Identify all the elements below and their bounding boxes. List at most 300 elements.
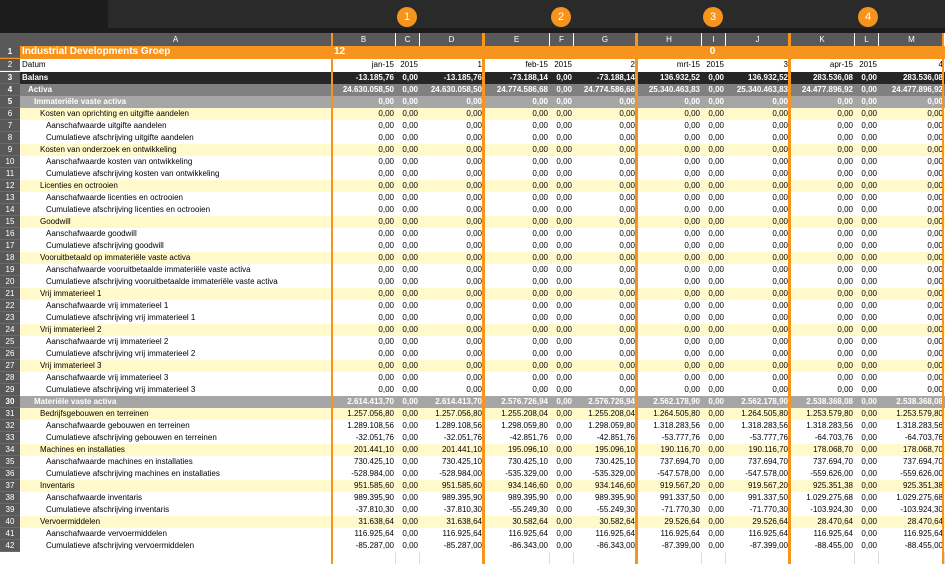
value-cell[interactable]: -42.851,76 [509, 433, 548, 442]
value-cell[interactable]: 0,00 [861, 421, 877, 430]
value-cell[interactable]: 0,00 [708, 361, 724, 370]
value-cell[interactable]: 0,00 [556, 433, 572, 442]
value-cell[interactable]: 0,00 [861, 253, 877, 262]
value-cell[interactable]: 0,00 [772, 373, 788, 382]
row-label-cell[interactable]: Kosten van onderzoek en ontwikkeling [40, 145, 177, 154]
value-cell[interactable]: 0,00 [402, 409, 418, 418]
value-cell[interactable]: 0,00 [772, 277, 788, 286]
row-label-cell[interactable]: Aanschafwaarde vrij immaterieel 1 [46, 301, 169, 310]
row-number[interactable]: 22 [0, 300, 20, 312]
row-label-cell[interactable]: Inventaris [40, 481, 75, 490]
value-cell[interactable]: -88.455,00 [814, 541, 853, 550]
value-cell[interactable]: 0,00 [772, 145, 788, 154]
value-cell[interactable]: 28.470,64 [907, 517, 943, 526]
value-cell[interactable]: 0,00 [556, 373, 572, 382]
value-cell[interactable]: 0,00 [708, 325, 724, 334]
row-label-cell[interactable]: Cumulatieve afschrijving kosten van ontwikkeling [46, 169, 220, 178]
value-cell[interactable]: 0,00 [619, 313, 635, 322]
value-cell[interactable]: -13.185,76 [355, 73, 394, 82]
value-cell[interactable]: 0,00 [402, 73, 418, 82]
value-cell[interactable]: 0,00 [837, 373, 853, 382]
value-cell[interactable]: 919.567,20 [747, 481, 788, 490]
value-cell[interactable]: 0,00 [772, 325, 788, 334]
value-cell[interactable]: 0,00 [402, 325, 418, 334]
row-number[interactable]: 5 [0, 96, 20, 108]
value-cell[interactable]: 0,00 [927, 253, 943, 262]
value-cell[interactable]: 0,00 [619, 193, 635, 202]
value-cell[interactable]: 1.253.579,80 [896, 409, 943, 418]
value-cell[interactable]: 0,00 [532, 229, 548, 238]
value-cell[interactable]: 0,00 [378, 253, 394, 262]
value-cell[interactable]: 116.925,64 [903, 529, 943, 538]
row-label-cell[interactable]: Datum [22, 60, 46, 69]
value-cell[interactable]: 0,00 [556, 265, 572, 274]
value-cell[interactable]: 0,00 [402, 433, 418, 442]
column-header-K[interactable]: K [790, 33, 854, 46]
value-cell[interactable]: 2.562.178,90 [653, 397, 700, 406]
value-cell[interactable]: 0,00 [556, 73, 572, 82]
row-label-cell[interactable]: Vooruitbetaald op immateriële vaste activa [40, 253, 191, 262]
value-cell[interactable]: 0,00 [772, 193, 788, 202]
value-cell[interactable]: 30.582,64 [599, 517, 635, 526]
value-cell[interactable]: 0,00 [378, 373, 394, 382]
value-cell[interactable]: 0,00 [861, 289, 877, 298]
value-cell[interactable]: 0,00 [861, 481, 877, 490]
value-cell[interactable]: 0,00 [378, 289, 394, 298]
date-header-cell[interactable]: 2015 [554, 60, 572, 69]
row-number[interactable]: 14 [0, 204, 20, 216]
date-header-cell[interactable]: apr-15 [829, 60, 853, 69]
value-cell[interactable]: 0,00 [861, 85, 877, 94]
row-label-cell[interactable]: Aanschafwaarde inventaris [46, 493, 143, 502]
value-cell[interactable]: 0,00 [402, 229, 418, 238]
column-header-A[interactable]: A [20, 33, 331, 46]
value-cell[interactable]: 0,00 [927, 217, 943, 226]
value-cell[interactable]: 0,00 [837, 193, 853, 202]
value-cell[interactable]: 0,00 [927, 169, 943, 178]
value-cell[interactable]: -32.051,76 [355, 433, 394, 442]
value-cell[interactable]: 0,00 [556, 157, 572, 166]
value-cell[interactable]: 0,00 [861, 349, 877, 358]
value-cell[interactable]: 0,00 [861, 277, 877, 286]
value-cell[interactable]: 0,00 [837, 289, 853, 298]
value-cell[interactable]: 0,00 [532, 325, 548, 334]
value-cell[interactable]: 0,00 [556, 529, 572, 538]
row-number[interactable]: 21 [0, 288, 20, 300]
value-cell[interactable]: 30.582,64 [512, 517, 548, 526]
value-cell[interactable]: 0,00 [378, 181, 394, 190]
column-header-J[interactable]: J [726, 33, 789, 46]
value-cell[interactable]: 0,00 [861, 301, 877, 310]
value-cell[interactable]: 1.255.208,04 [501, 409, 548, 418]
column-header-F[interactable]: F [550, 33, 573, 46]
row-label-cell[interactable]: Aanschafwaarde vrij immaterieel 2 [46, 337, 169, 346]
value-cell[interactable]: 0,00 [466, 229, 482, 238]
value-cell[interactable]: -88.455,00 [904, 541, 943, 550]
value-cell[interactable]: 0,00 [532, 169, 548, 178]
value-cell[interactable]: 0,00 [927, 181, 943, 190]
value-cell[interactable]: 0,00 [532, 253, 548, 262]
value-cell[interactable]: 0,00 [684, 205, 700, 214]
row-number[interactable]: 4 [0, 84, 20, 96]
value-cell[interactable]: 0,00 [402, 277, 418, 286]
value-cell[interactable]: -37.810,30 [443, 505, 482, 514]
value-cell[interactable]: -535.329,00 [592, 469, 635, 478]
value-cell[interactable]: 0,00 [837, 121, 853, 130]
value-cell[interactable]: 0,00 [378, 229, 394, 238]
value-cell[interactable]: 0,00 [619, 325, 635, 334]
value-cell[interactable]: 0,00 [466, 373, 482, 382]
value-cell[interactable]: 0,00 [402, 541, 418, 550]
value-cell[interactable]: 1.264.505,80 [653, 409, 700, 418]
value-cell[interactable]: 0,00 [837, 337, 853, 346]
value-cell[interactable]: 2.538.368,08 [806, 397, 853, 406]
value-cell[interactable]: 0,00 [861, 325, 877, 334]
value-cell[interactable]: 0,00 [708, 457, 724, 466]
value-cell[interactable]: 0,00 [684, 241, 700, 250]
row-number[interactable]: 39 [0, 504, 20, 516]
value-cell[interactable]: 1.255.208,04 [588, 409, 635, 418]
date-header-cell[interactable]: 2015 [706, 60, 724, 69]
value-cell[interactable]: 0,00 [708, 109, 724, 118]
value-cell[interactable]: 0,00 [684, 133, 700, 142]
value-cell[interactable]: 0,00 [708, 469, 724, 478]
value-cell[interactable]: 0,00 [532, 217, 548, 226]
row-number[interactable]: 27 [0, 360, 20, 372]
value-cell[interactable]: 0,00 [466, 241, 482, 250]
column-header-E[interactable]: E [484, 33, 549, 46]
value-cell[interactable]: 29.526,64 [752, 517, 788, 526]
value-cell[interactable]: 0,00 [927, 241, 943, 250]
value-cell[interactable]: 0,00 [619, 133, 635, 142]
value-cell[interactable]: 0,00 [556, 385, 572, 394]
value-cell[interactable]: 0,00 [378, 133, 394, 142]
value-cell[interactable]: 0,00 [556, 193, 572, 202]
value-cell[interactable]: 0,00 [837, 277, 853, 286]
row-number[interactable]: 10 [0, 156, 20, 168]
value-cell[interactable]: 0,00 [927, 349, 943, 358]
value-cell[interactable]: 0,00 [861, 409, 877, 418]
value-cell[interactable]: 0,00 [837, 301, 853, 310]
value-cell[interactable]: 0,00 [684, 361, 700, 370]
value-cell[interactable]: 116.925,64 [442, 529, 482, 538]
value-cell[interactable]: 0,00 [466, 205, 482, 214]
date-header-cell[interactable]: mrt-15 [676, 60, 700, 69]
value-cell[interactable]: 2.614.413,70 [347, 397, 394, 406]
value-cell[interactable]: 0,00 [684, 301, 700, 310]
value-cell[interactable]: 0,00 [684, 169, 700, 178]
row-number[interactable]: 3 [0, 72, 20, 84]
value-cell[interactable]: 116.925,64 [813, 529, 853, 538]
value-cell[interactable]: 0,00 [619, 169, 635, 178]
row-label-cell[interactable]: Vervoermiddelen [40, 517, 101, 526]
row-number[interactable]: 13 [0, 192, 20, 204]
value-cell[interactable]: 0,00 [837, 313, 853, 322]
value-cell[interactable]: 0,00 [402, 373, 418, 382]
value-cell[interactable]: 0,00 [927, 277, 943, 286]
value-cell[interactable]: 0,00 [772, 217, 788, 226]
value-cell[interactable]: 201.441,10 [441, 445, 482, 454]
value-cell[interactable]: 0,00 [402, 313, 418, 322]
value-cell[interactable]: 0,00 [772, 253, 788, 262]
value-cell[interactable]: 989.395,90 [441, 493, 482, 502]
row-number[interactable]: 1 [0, 46, 20, 58]
value-cell[interactable]: -559.626,00 [810, 469, 853, 478]
row-label-cell[interactable]: Cumulatieve afschrijving goodwill [46, 241, 164, 250]
value-cell[interactable]: 0,00 [861, 181, 877, 190]
value-cell[interactable]: 0,00 [619, 181, 635, 190]
value-cell[interactable]: -547.578,00 [657, 469, 700, 478]
value-cell[interactable]: 1.318.283,56 [741, 421, 788, 430]
value-cell[interactable]: 0,00 [378, 337, 394, 346]
value-cell[interactable]: 0,00 [556, 121, 572, 130]
value-cell[interactable]: 0,00 [532, 109, 548, 118]
value-cell[interactable]: 0,00 [684, 385, 700, 394]
row-label-cell[interactable]: Cumulatieve afschrijving machines en installaties [46, 469, 220, 478]
value-cell[interactable]: -53.777,76 [661, 433, 700, 442]
value-cell[interactable]: 0,00 [532, 205, 548, 214]
row-number[interactable]: 36 [0, 468, 20, 480]
value-cell[interactable]: 283.536,08 [812, 73, 853, 82]
value-cell[interactable]: 0,00 [532, 157, 548, 166]
value-cell[interactable]: 195.096,10 [594, 445, 635, 454]
value-cell[interactable]: 0,00 [556, 205, 572, 214]
value-cell[interactable]: -55.249,30 [596, 505, 635, 514]
value-cell[interactable]: 0,00 [861, 121, 877, 130]
value-cell[interactable]: 0,00 [708, 397, 724, 406]
value-cell[interactable]: 0,00 [402, 97, 418, 106]
value-cell[interactable]: 0,00 [619, 349, 635, 358]
row-label-cell[interactable]: Aanschafwaarde kosten van ontwikkeling [46, 157, 193, 166]
value-cell[interactable]: 0,00 [466, 313, 482, 322]
value-cell[interactable]: 0,00 [466, 289, 482, 298]
title-value-b[interactable]: 12 [334, 46, 346, 57]
row-number[interactable]: 41 [0, 528, 20, 540]
value-cell[interactable]: 989.395,90 [594, 493, 635, 502]
value-cell[interactable]: 0,00 [402, 397, 418, 406]
value-cell[interactable]: 0,00 [708, 265, 724, 274]
value-cell[interactable]: 0,00 [402, 505, 418, 514]
value-cell[interactable]: 0,00 [684, 325, 700, 334]
row-number[interactable]: 30 [0, 396, 20, 408]
title-value-h[interactable]: 0 [709, 46, 716, 57]
value-cell[interactable]: 0,00 [684, 373, 700, 382]
value-cell[interactable]: 0,00 [532, 145, 548, 154]
value-cell[interactable]: 178.068,70 [902, 445, 943, 454]
value-cell[interactable]: 0,00 [619, 241, 635, 250]
value-cell[interactable]: 0,00 [378, 361, 394, 370]
value-cell[interactable]: 0,00 [556, 145, 572, 154]
value-cell[interactable]: -535.329,00 [505, 469, 548, 478]
row-label-cell[interactable]: Aanschafwaarde machines en installaties [46, 457, 193, 466]
value-cell[interactable]: 991.337,50 [747, 493, 788, 502]
value-cell[interactable]: 0,00 [532, 277, 548, 286]
value-cell[interactable]: 0,00 [861, 529, 877, 538]
value-cell[interactable]: 0,00 [837, 241, 853, 250]
value-cell[interactable]: 0,00 [837, 229, 853, 238]
value-cell[interactable]: 0,00 [684, 253, 700, 262]
value-cell[interactable]: 0,00 [772, 229, 788, 238]
value-cell[interactable]: 0,00 [466, 217, 482, 226]
value-cell[interactable]: 190.116,70 [748, 445, 788, 454]
value-cell[interactable]: 951.585,60 [353, 481, 394, 490]
value-cell[interactable]: -103.924,30 [900, 505, 943, 514]
value-cell[interactable]: 136.932,52 [659, 73, 700, 82]
row-number[interactable]: 33 [0, 432, 20, 444]
value-cell[interactable]: 0,00 [378, 145, 394, 154]
value-cell[interactable]: 0,00 [619, 109, 635, 118]
value-cell[interactable]: -71.770,30 [749, 505, 788, 514]
value-cell[interactable]: 0,00 [927, 229, 943, 238]
value-cell[interactable]: -71.770,30 [661, 505, 700, 514]
value-cell[interactable]: 24.477.896,92 [891, 85, 943, 94]
value-cell[interactable]: 0,00 [927, 145, 943, 154]
value-cell[interactable]: 0,00 [378, 301, 394, 310]
value-cell[interactable]: 283.536,08 [902, 73, 943, 82]
value-cell[interactable]: 0,00 [619, 301, 635, 310]
value-cell[interactable]: 991.337,50 [659, 493, 700, 502]
date-header-cell[interactable]: 2 [630, 60, 635, 69]
value-cell[interactable]: 0,00 [378, 349, 394, 358]
value-cell[interactable]: -73.188,14 [596, 73, 635, 82]
value-cell[interactable]: 0,00 [532, 133, 548, 142]
row-number[interactable]: 23 [0, 312, 20, 324]
value-cell[interactable]: 0,00 [402, 133, 418, 142]
value-cell[interactable]: 0,00 [402, 253, 418, 262]
value-cell[interactable]: 0,00 [861, 445, 877, 454]
row-number[interactable]: 8 [0, 132, 20, 144]
value-cell[interactable]: 0,00 [708, 85, 724, 94]
value-cell[interactable]: 0,00 [861, 493, 877, 502]
value-cell[interactable]: 0,00 [466, 121, 482, 130]
value-cell[interactable]: 0,00 [837, 349, 853, 358]
column-header-L[interactable]: L [855, 33, 878, 46]
row-label-cell[interactable]: Cumulatieve afschrijving licenties en octrooien [46, 205, 211, 214]
value-cell[interactable]: 0,00 [402, 157, 418, 166]
value-cell[interactable]: 0,00 [378, 217, 394, 226]
value-cell[interactable]: 737.694,70 [659, 457, 700, 466]
row-label-cell[interactable]: Kosten van oprichting en uitgifte aandelen [40, 109, 189, 118]
value-cell[interactable]: 24.630.058,50 [342, 85, 394, 94]
value-cell[interactable]: 0,00 [532, 121, 548, 130]
value-cell[interactable]: 0,00 [556, 109, 572, 118]
value-cell[interactable]: 0,00 [532, 97, 548, 106]
value-cell[interactable]: 0,00 [556, 133, 572, 142]
value-cell[interactable]: 0,00 [708, 373, 724, 382]
row-number[interactable]: 11 [0, 168, 20, 180]
value-cell[interactable]: 1.253.579,80 [806, 409, 853, 418]
row-label-cell[interactable]: Cumulatieve afschrijving vrij immaterieel 3 [46, 385, 196, 394]
value-cell[interactable]: 0,00 [772, 181, 788, 190]
value-cell[interactable]: -87.399,00 [749, 541, 788, 550]
value-cell[interactable]: 25.340.463,83 [736, 85, 788, 94]
value-cell[interactable]: 0,00 [861, 397, 877, 406]
value-cell[interactable]: -13.185,76 [443, 73, 482, 82]
value-cell[interactable]: 0,00 [927, 313, 943, 322]
value-cell[interactable]: 0,00 [532, 337, 548, 346]
row-label-cell[interactable]: Vrij immaterieel 3 [40, 361, 102, 370]
value-cell[interactable]: 2.576.726,94 [588, 397, 635, 406]
value-cell[interactable]: 2.576.726,94 [501, 397, 548, 406]
value-cell[interactable]: 0,00 [378, 157, 394, 166]
column-header-B[interactable]: B [332, 33, 395, 46]
date-header-cell[interactable]: 2015 [859, 60, 877, 69]
value-cell[interactable]: 0,00 [556, 253, 572, 262]
value-cell[interactable]: 0,00 [466, 385, 482, 394]
value-cell[interactable]: 0,00 [466, 145, 482, 154]
value-cell[interactable]: 0,00 [402, 145, 418, 154]
row-label-cell[interactable]: Aanschafwaarde goodwill [46, 229, 137, 238]
value-cell[interactable]: 0,00 [684, 265, 700, 274]
row-number[interactable]: 18 [0, 252, 20, 264]
row-label-cell[interactable]: Cumulatieve afschrijving gebouwen en terreinen [46, 433, 217, 442]
value-cell[interactable]: 0,00 [402, 301, 418, 310]
value-cell[interactable]: 0,00 [684, 217, 700, 226]
value-cell[interactable]: 0,00 [378, 205, 394, 214]
value-cell[interactable]: -64.703,76 [904, 433, 943, 442]
value-cell[interactable]: 0,00 [684, 97, 700, 106]
row-number[interactable]: 31 [0, 408, 20, 420]
date-header-cell[interactable]: 3 [783, 60, 788, 69]
row-number[interactable]: 16 [0, 228, 20, 240]
value-cell[interactable]: 0,00 [837, 109, 853, 118]
value-cell[interactable]: 0,00 [837, 385, 853, 394]
value-cell[interactable]: 24.630.058,50 [430, 85, 482, 94]
value-cell[interactable]: 1.318.283,56 [806, 421, 853, 430]
value-cell[interactable]: -37.810,30 [355, 505, 394, 514]
value-cell[interactable]: 0,00 [532, 265, 548, 274]
value-cell[interactable]: 2.538.368,08 [896, 397, 943, 406]
value-cell[interactable]: 737.694,70 [747, 457, 788, 466]
value-cell[interactable]: 0,00 [684, 337, 700, 346]
value-cell[interactable]: 0,00 [556, 325, 572, 334]
value-cell[interactable]: 0,00 [466, 97, 482, 106]
value-cell[interactable]: 29.526,64 [664, 517, 700, 526]
value-cell[interactable]: -86.343,00 [509, 541, 548, 550]
value-cell[interactable]: 0,00 [466, 193, 482, 202]
value-cell[interactable]: 0,00 [556, 349, 572, 358]
value-cell[interactable]: 0,00 [532, 241, 548, 250]
value-cell[interactable]: 1.318.283,56 [653, 421, 700, 430]
value-cell[interactable]: 0,00 [861, 133, 877, 142]
value-cell[interactable]: 0,00 [708, 169, 724, 178]
value-cell[interactable]: 0,00 [708, 241, 724, 250]
value-cell[interactable]: 0,00 [772, 133, 788, 142]
value-cell[interactable]: 0,00 [556, 493, 572, 502]
value-cell[interactable]: 0,00 [708, 301, 724, 310]
value-cell[interactable]: -55.249,30 [509, 505, 548, 514]
value-cell[interactable]: 730.425,10 [441, 457, 482, 466]
value-cell[interactable]: 0,00 [772, 337, 788, 346]
value-cell[interactable]: 0,00 [619, 145, 635, 154]
value-cell[interactable]: 0,00 [861, 217, 877, 226]
value-cell[interactable]: 0,00 [927, 385, 943, 394]
value-cell[interactable]: 0,00 [861, 469, 877, 478]
value-cell[interactable]: 0,00 [378, 241, 394, 250]
value-cell[interactable]: 0,00 [861, 541, 877, 550]
value-cell[interactable]: 0,00 [532, 181, 548, 190]
value-cell[interactable]: 0,00 [619, 361, 635, 370]
value-cell[interactable]: 1.318.283,56 [896, 421, 943, 430]
value-cell[interactable]: 1.029.275,68 [806, 493, 853, 502]
row-label-cell[interactable]: Goodwill [40, 217, 71, 226]
value-cell[interactable]: 0,00 [837, 157, 853, 166]
column-header-G[interactable]: G [574, 33, 636, 46]
row-label-cell[interactable]: Cumulatieve afschrijving vrij immaterieel 2 [46, 349, 196, 358]
value-cell[interactable]: 0,00 [532, 349, 548, 358]
value-cell[interactable]: 0,00 [556, 457, 572, 466]
row-label-cell[interactable]: Vrij immaterieel 2 [40, 325, 102, 334]
